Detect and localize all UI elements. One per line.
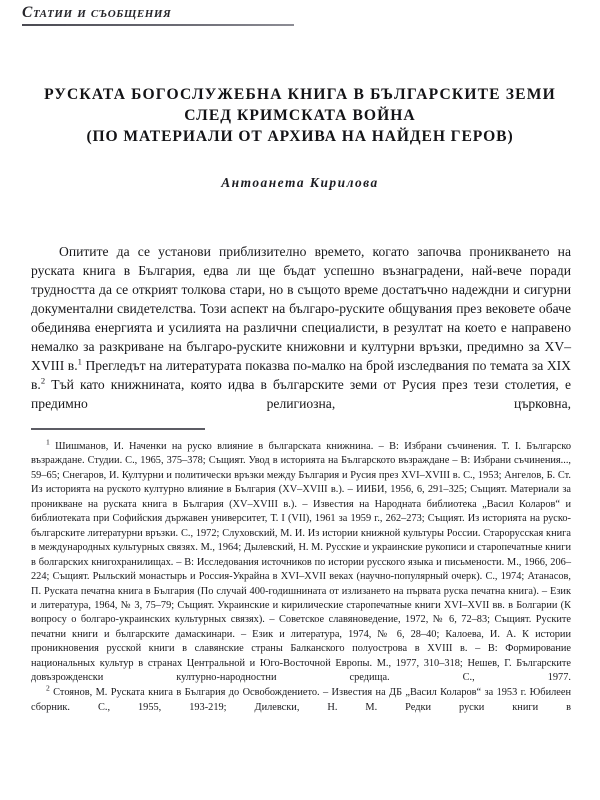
body-paragraph	[31, 242, 571, 414]
title-line-3: (ПО МАТЕРИАЛИ ОТ АРХИВА НА НАЙДЕН ГЕРОВ)	[86, 128, 514, 145]
running-head	[22, 4, 294, 26]
footnote-marker: 2	[46, 683, 50, 693]
article-body	[31, 228, 571, 427]
body-text-segment-1: Опитите да се установи приблизително времето, когато започва проникването на руската книга в България, едва ли ще бъдат успешно възнаградени, най-вече поради трудността да се открият толкова стари, но в същото време достатъчно надеждни и сигурни документални свидетелства. Този аспект на българо-руските общувания през вековете обаче обединява енергията и усилията на различни специалисти, в резултат на което е направено немалко за разкриване на българо-руските книжовни и културни връзки, предимно за XV–XVIII в.	[31, 243, 571, 374]
body-text-segment-3: Тъй като книжнината, която идва в българските земи от Русия през тези столетия, е предимно религиозна, църковна,	[31, 377, 571, 412]
footnote-reference-1[interactable]: 1	[77, 356, 82, 367]
running-head-label: Статии и съобщения	[22, 4, 172, 21]
footnote-reference-2[interactable]: 2	[40, 375, 46, 386]
footnote-item	[31, 683, 571, 715]
footnote-marker: 1	[46, 437, 50, 447]
footnote-separator-rule	[31, 428, 205, 430]
footnote-item	[31, 437, 571, 686]
article-title	[28, 84, 572, 147]
title-line-1: РУСКАТА БОГОСЛУЖЕБНА КНИГА В БЪЛГАРСКИТЕ ЗЕМИ	[44, 86, 556, 103]
footnote-text: Шишманов, И. Наченки на руско влияние в българската книжнина. – В: Избрани съчинения. Т. I. Българско възраждане. Студии. С., 1965, 375–378; Същият. Увод в историята на Българското възраждане – В: Избрани съчинения..., 59–65; Снегаров, И. Културни и политически връзки между България и Русия през XVI–XVIII в. С., 1953; Ангелов, Б. Ст. Из историята на руското културно влияние в България (XV–XVIII в.). – ИИБИ, 1956, 6, 291–325; Същият. Материали за проникване на руската книга в България (XV–XVIII в.). – Известия на Народната библиотека „Васил Коларов“ и библиотеката при Софийския държавен университет, Т. I (VII), 1961 за 1959 г., 262–273; Същият. Из историята на руско-българските литературни връзки. С., 1972; Слуховский, М. И. Из истории книжной культуры России. Старорусская книга в международных культурных связях. М., 1964; Дылевский, Н. М. Русские и украинские рукописи и старопечатные книги в болгарских книгохранилищах. – В: Исследования источников по истории русского языка и письмености. М., 1966, 206–224; Същият. Рыльский монастырь и Россия-Украйна в XVI–XVII веках (научно-популярный очерк). С., 1974; Атанасов, П. Руската печатна книга в България (По случай 400-годишнината от излизането на първата руска печатна книга). – Език и литература, 1964, № 3, 75–79; Същият. Украинские и кирилические старопечатные книги XVI–XVII вв. в Болгарии (К вопросу о болгаро-украинских культурных связях). – Советское славяноведение, 1972, № 6, 72–83; Същият. Руските печатни книги и българските дамаскинари. – Език и литература, 1974, № 6, 28–40; Калоева, И. А. К истории проникновения русской книги в славянские страны Балканского полуострова в XVIII в. – В: Формирование национальных культур в странах Центральной и Юго-Восточной Европы. М., 1977, 310–318; Нешев, Г. Българските довъзрожденски културно-народностни средища. С., 1977.	[31, 441, 571, 684]
footnote-list	[31, 437, 571, 715]
footnote-text: Стоянов, М. Руската книга в България до Освобождението. – Известия на ДБ „Васил Коларов“ за 1953 г. Юбилеен сборник. С., 1955, 193-219; Дилевски, Н. М. Редки руски книги в	[31, 687, 571, 713]
running-head-rule	[22, 24, 294, 26]
author-byline	[28, 174, 572, 192]
body-text-segment-2: Прегледът на литературата показва по-малко на брой изследвания по темата за XIX в.	[31, 358, 572, 393]
author-name: Антоанета Кирилова	[221, 175, 379, 190]
title-line-2: СЛЕД КРИМСКАТА ВОЙНА	[184, 107, 416, 124]
